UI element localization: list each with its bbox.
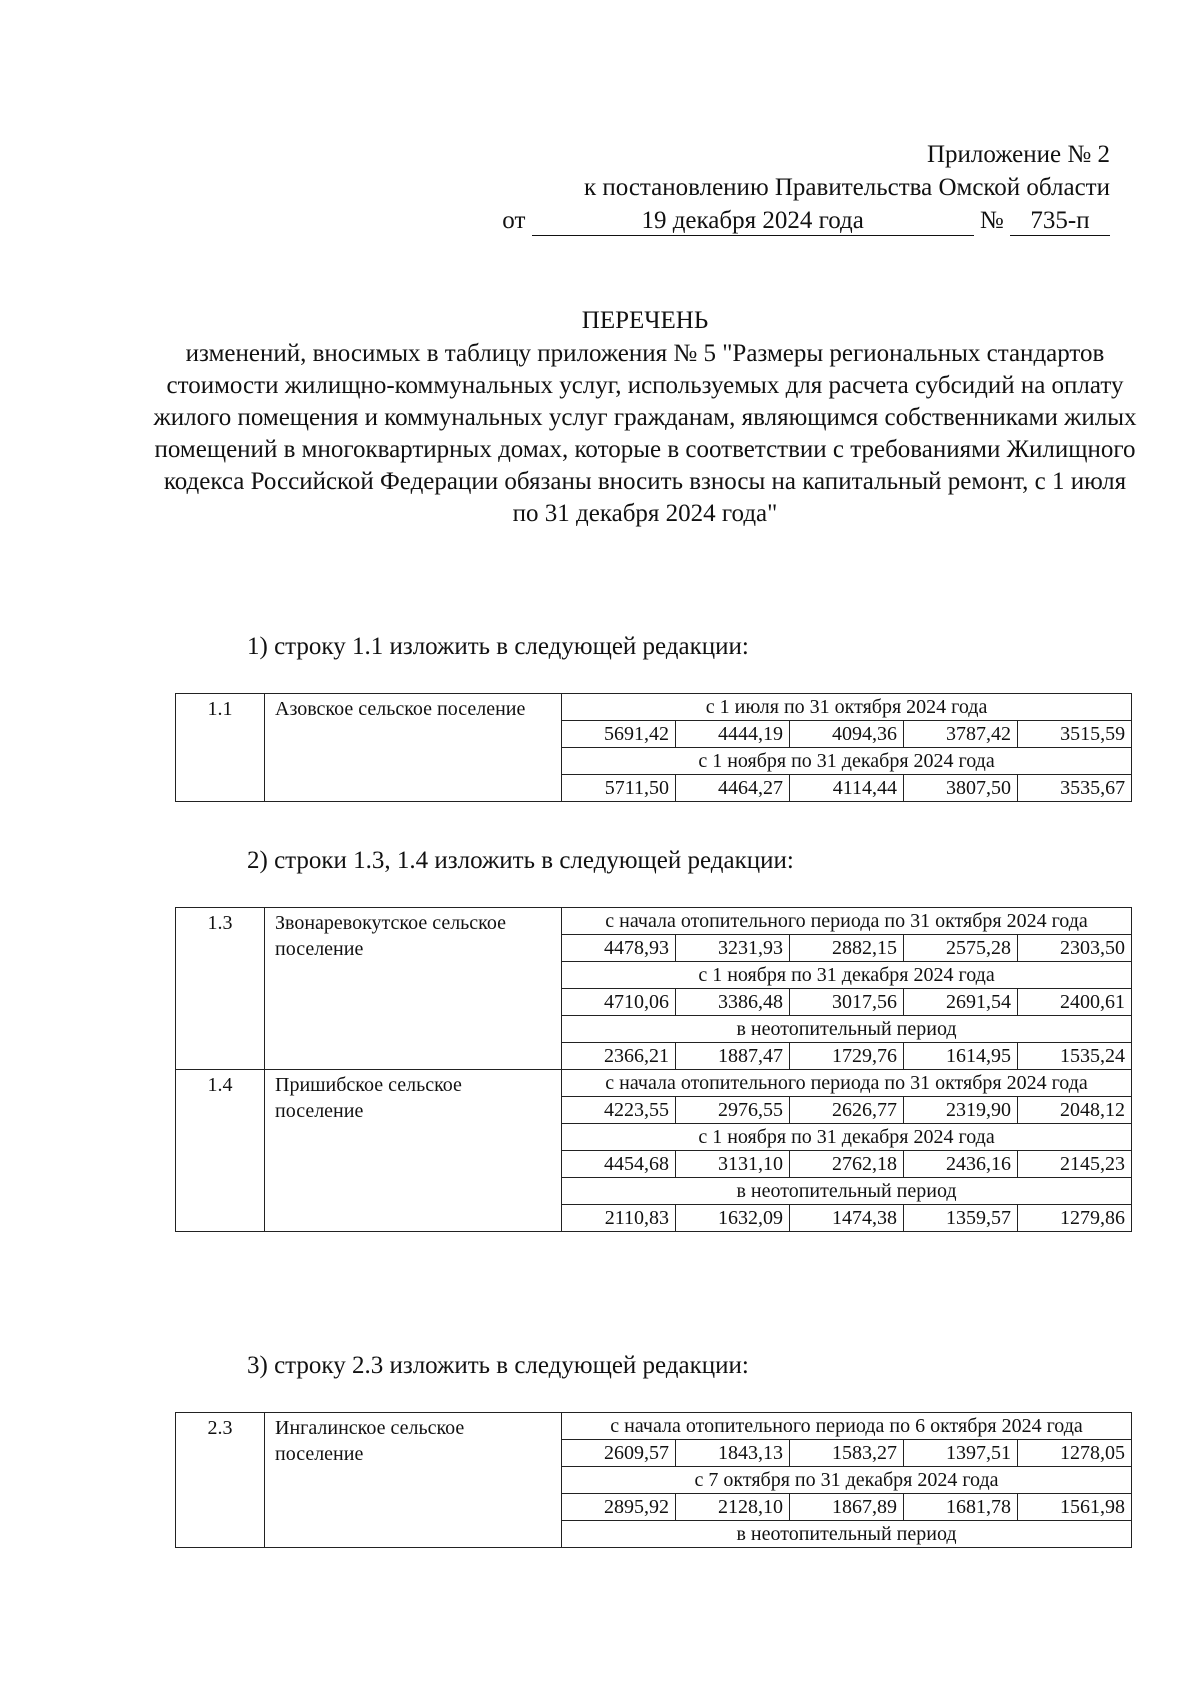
period-label: с 1 ноября по 31 декабря 2024 года (562, 1124, 1132, 1151)
table-row (176, 908, 1132, 935)
value-cell: 1632,09 (676, 1205, 790, 1232)
value-cell: 2691,54 (904, 989, 1018, 1016)
period-label: с начала отопительного периода по 31 октября 2024 года (562, 908, 1132, 935)
resolution-date: 19 декабря 2024 года (532, 207, 974, 236)
value-cell: 2762,18 (790, 1151, 904, 1178)
table-section-1 (175, 693, 1132, 802)
value-cell: 1474,38 (790, 1205, 904, 1232)
value-cell: 4114,44 (790, 775, 904, 802)
value-cell: 1614,95 (904, 1043, 1018, 1070)
period-label: в неотопительный период (562, 1178, 1132, 1205)
row-name: Звонаревокутское сельское поселение (265, 908, 562, 1070)
value-cell: 1279,86 (1018, 1205, 1132, 1232)
value-cell: 2882,15 (790, 935, 904, 962)
value-cell: 5691,42 (562, 721, 676, 748)
value-cell: 3131,10 (676, 1151, 790, 1178)
value-cell: 2575,28 (904, 935, 1018, 962)
appendix-number: Приложение № 2 (926, 141, 1110, 168)
value-cell: 2976,55 (676, 1097, 790, 1124)
value-cell: 1887,47 (676, 1043, 790, 1070)
value-cell: 2110,83 (562, 1205, 676, 1232)
table-row (176, 1070, 1132, 1097)
value-cell: 2436,16 (904, 1151, 1018, 1178)
from-label: от (502, 207, 526, 234)
value-cell: 4478,93 (562, 935, 676, 962)
period-label: с 1 ноября по 31 декабря 2024 года (562, 962, 1132, 989)
section-caption-1: 1) строку 1.1 изложить в следующей редакции: (247, 633, 749, 660)
value-cell: 5711,50 (562, 775, 676, 802)
period-label: с 1 июля по 31 октября 2024 года (562, 694, 1132, 721)
value-cell: 1867,89 (790, 1494, 904, 1521)
value-cell: 2319,90 (904, 1097, 1018, 1124)
value-cell: 3807,50 (904, 775, 1018, 802)
table-row (176, 1413, 1132, 1440)
value-cell: 2303,50 (1018, 935, 1132, 962)
table-row (176, 694, 1132, 721)
value-cell: 2145,23 (1018, 1151, 1132, 1178)
value-cell: 2128,10 (676, 1494, 790, 1521)
value-cell: 1583,27 (790, 1440, 904, 1467)
period-label: в неотопительный период (562, 1521, 1132, 1548)
value-cell: 1397,51 (904, 1440, 1018, 1467)
period-label: в неотопительный период (562, 1016, 1132, 1043)
value-cell: 4454,68 (562, 1151, 676, 1178)
value-cell: 3386,48 (676, 989, 790, 1016)
value-cell: 3787,42 (904, 721, 1018, 748)
row-code: 1.3 (176, 908, 265, 1070)
row-name: Азовское сельское поселение (265, 694, 562, 802)
value-cell: 1561,98 (1018, 1494, 1132, 1521)
table-section-2 (175, 907, 1132, 1232)
row-name: Пришибское сельское поселение (265, 1070, 562, 1232)
value-cell: 2626,77 (790, 1097, 904, 1124)
row-code: 1.1 (176, 694, 265, 802)
date-number-line (502, 204, 1110, 237)
row-name: Ингалинское сельское поселение (265, 1413, 562, 1548)
value-cell: 1843,13 (676, 1440, 790, 1467)
resolution-reference: к постановлению Правительства Омской области (583, 174, 1110, 201)
value-cell: 3017,56 (790, 989, 904, 1016)
period-label: с начала отопительного периода по 6 октября 2024 года (562, 1413, 1132, 1440)
value-cell: 4444,19 (676, 721, 790, 748)
table-section-3 (175, 1412, 1132, 1548)
title-body: изменений, вносимых в таблицу приложения № 5 "Размеры региональных стандартов стоимости жилищно-коммунальных услуг, используемых для расчета субсидий на оплату жилого помещения и коммунальных услуг гражданам, являющимся собственниками жилых помещений в многоквартирных домах, которые в соответствии с требованиями Жилищного кодекса Российской Федерации обязаны вносить взносы на капитальный ремонт, с 1 июля по 31 декабря 2024 года" (153, 340, 1137, 527)
period-label: с начала отопительного периода по 31 октября 2024 года (562, 1070, 1132, 1097)
value-cell: 1359,57 (904, 1205, 1018, 1232)
value-cell: 2895,92 (562, 1494, 676, 1521)
value-cell: 1278,05 (1018, 1440, 1132, 1467)
value-cell: 4094,36 (790, 721, 904, 748)
value-cell: 2366,21 (562, 1043, 676, 1070)
value-cell: 1729,76 (790, 1043, 904, 1070)
row-code: 2.3 (176, 1413, 265, 1548)
section-caption-3: 3) строку 2.3 изложить в следующей редакции: (247, 1352, 749, 1379)
value-cell: 4464,27 (676, 775, 790, 802)
row-code: 1.4 (176, 1070, 265, 1232)
value-cell: 1535,24 (1018, 1043, 1132, 1070)
value-cell: 2400,61 (1018, 989, 1132, 1016)
value-cell: 1681,78 (904, 1494, 1018, 1521)
appendix-header (502, 138, 1110, 237)
number-label: № (979, 207, 1004, 234)
document-title (150, 305, 1140, 530)
title-heading: ПЕРЕЧЕНЬ (581, 307, 709, 334)
value-cell: 2048,12 (1018, 1097, 1132, 1124)
value-cell: 4223,55 (562, 1097, 676, 1124)
value-cell: 3515,59 (1018, 721, 1132, 748)
period-label: с 1 ноября по 31 декабря 2024 года (562, 748, 1132, 775)
value-cell: 4710,06 (562, 989, 676, 1016)
value-cell: 3231,93 (676, 935, 790, 962)
section-caption-2: 2) строки 1.3, 1.4 изложить в следующей редакции: (247, 847, 794, 874)
resolution-number: 735-п (1010, 207, 1110, 236)
period-label: с 7 октября по 31 декабря 2024 года (562, 1467, 1132, 1494)
value-cell: 3535,67 (1018, 775, 1132, 802)
value-cell: 2609,57 (562, 1440, 676, 1467)
